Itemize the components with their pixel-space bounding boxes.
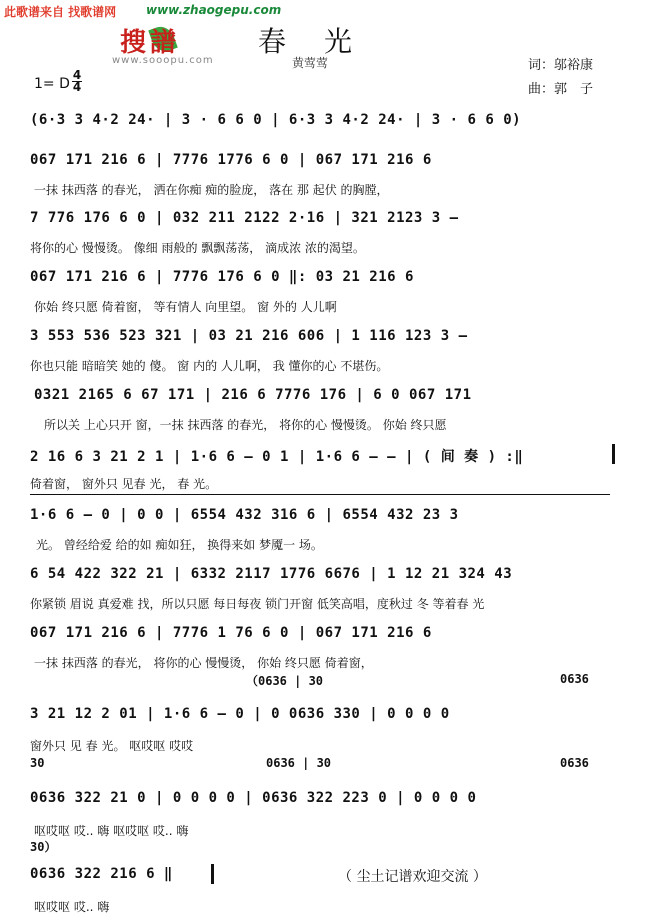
score-row-10-notes: 067 171 216 6 | 7776 1 76 6 0 | 067 171 216 6 xyxy=(30,625,432,641)
score-row-11-notes: 3 21 12 2 01 | 1·6 6 – 0 | 0 0636 330 | 0 0 0 0 xyxy=(30,706,450,722)
logo-url: www.sooopu.com xyxy=(112,55,214,66)
site-logo: 搜譜 xyxy=(120,28,181,58)
score-row-12-notes: 0636 322 21 0 | 0 0 0 0 | 0636 322 223 0 | 0 0 0 0 xyxy=(30,790,477,806)
final-barline xyxy=(211,864,214,884)
score-row-6-lyrics: 所以关 上心只开 窗，一抹 抹西落 的春光， 将你的心 慢慢烫。 你始 终只愿 xyxy=(44,418,447,432)
composer: 曲：郭 子 xyxy=(528,82,594,97)
score-row-8-notes: 1·6 6 – 0 | 0 0 | 6554 432 316 6 | 6554 432 23 3 xyxy=(30,507,459,523)
segno-line-4: 0636 | 30 xyxy=(266,756,332,770)
time-bottom: 4 xyxy=(72,80,82,94)
score-row-5-notes: 3 553 536 523 321 | 03 21 216 606 | 1 116 123 3 – xyxy=(30,328,468,344)
lyricist: 词：邬裕康 xyxy=(528,58,594,73)
volta-line xyxy=(30,494,610,495)
score-row-3-lyrics: 将你的心 慢慢烫。 像细 雨般的 飘飘荡荡， 滴成浓 浓的渴望。 xyxy=(30,241,365,255)
segno-line-2: 0636 xyxy=(560,672,589,686)
score-row-4-notes: 067 171 216 6 | 7776 176 6 0 ‖: 03 21 216 6 xyxy=(30,269,414,285)
score-row-3-notes: 7 776 176 6 0 | 032 211 2122 2·16 | 321 2123 3 – xyxy=(30,210,459,226)
score-row-7-lyrics: 倚着窗， 窗外只 见春 光， 春 光。 xyxy=(30,477,218,491)
singer-name: 黄莺莺 xyxy=(292,56,329,70)
segno-line-3: 30 xyxy=(30,756,45,770)
score-row-5-lyrics: 你也只能 暗暗笑 她的 傻。 窗 内的 人儿啊， 我 懂你的心 不堪伤。 xyxy=(30,359,389,373)
score-row-2-lyrics: 一抹 抹西落 的春光， 洒在你痴 痴的脸庞， 落在 那 起伏 的胸膛， xyxy=(34,183,389,197)
score-row-2-notes: 067 171 216 6 | 7776 1776 6 0 | 067 171 216 6 xyxy=(30,152,432,168)
time-signature xyxy=(72,70,82,93)
score-row-13-lyrics: 呕哎呕 哎.. 嗨 xyxy=(34,900,110,914)
score-row-7-notes: 2 16 6 3 21 2 1 | 1·6 6 – 0 1 | 1·6 6 – – | ( 间 奏 ) :‖ xyxy=(30,449,524,465)
score-row-1-notes: (6·3 3 4·2 24· | 3 · 6 6 0 | 6·3 3 4·2 24· | 3 · 6 6 0) xyxy=(30,112,522,128)
score-row-12-lyrics: 呕哎呕 哎.. 嗨 呕哎呕 哎.. 嗨 xyxy=(34,824,189,838)
time-top: 4 xyxy=(72,68,82,82)
transcriber-note: （ 尘土记谱欢迎交流 ） xyxy=(338,869,487,885)
segno-line-1: （0636 | 30 xyxy=(246,674,324,688)
score-row-11-lyrics: 窗外只 见 春 光。 呕哎呕 哎哎 xyxy=(30,739,194,753)
score-row-4-lyrics: 你始 终只愿 倚着窗， 等有情人 向里望。 窗 外的 人儿啊 xyxy=(34,300,337,314)
score-row-8-lyrics: 光。 曾经给爱 给的如 痴如狂， 换得来如 梦魇一 场。 xyxy=(36,538,323,552)
watermark-left: 此歌谱来自 找歌谱网 xyxy=(4,5,117,19)
score-row-9-lyrics: 你紧锁 眉说 真爱难 找，所以只愿 每日每夜 锁门开窗 低笑高唱，度秋过 冬 等着春 光 xyxy=(30,597,485,611)
repeat-barline xyxy=(612,444,615,464)
score-row-10-lyrics: 一抹 抹西落 的春光， 将你的心 慢慢烫， 你始 终只愿 倚着窗， xyxy=(34,656,373,670)
score-row-9-notes: 6 54 422 322 21 | 6332 2117 1776 6676 | 1 12 21 324 43 xyxy=(30,566,513,582)
segno-line-6: 30） xyxy=(30,840,57,854)
song-title: 春光 xyxy=(258,25,391,58)
score-row-6-notes: 0321 2165 6 67 171 | 216 6 7776 176 | 6 0 067 171 xyxy=(34,387,472,403)
watermark-url[interactable]: www.zhaogepu.com xyxy=(146,3,282,17)
segno-line-5: 0636 xyxy=(560,756,589,770)
score-row-13-notes: 0636 322 216 6 ‖ xyxy=(30,866,173,882)
key-signature: 1= D xyxy=(34,76,70,92)
